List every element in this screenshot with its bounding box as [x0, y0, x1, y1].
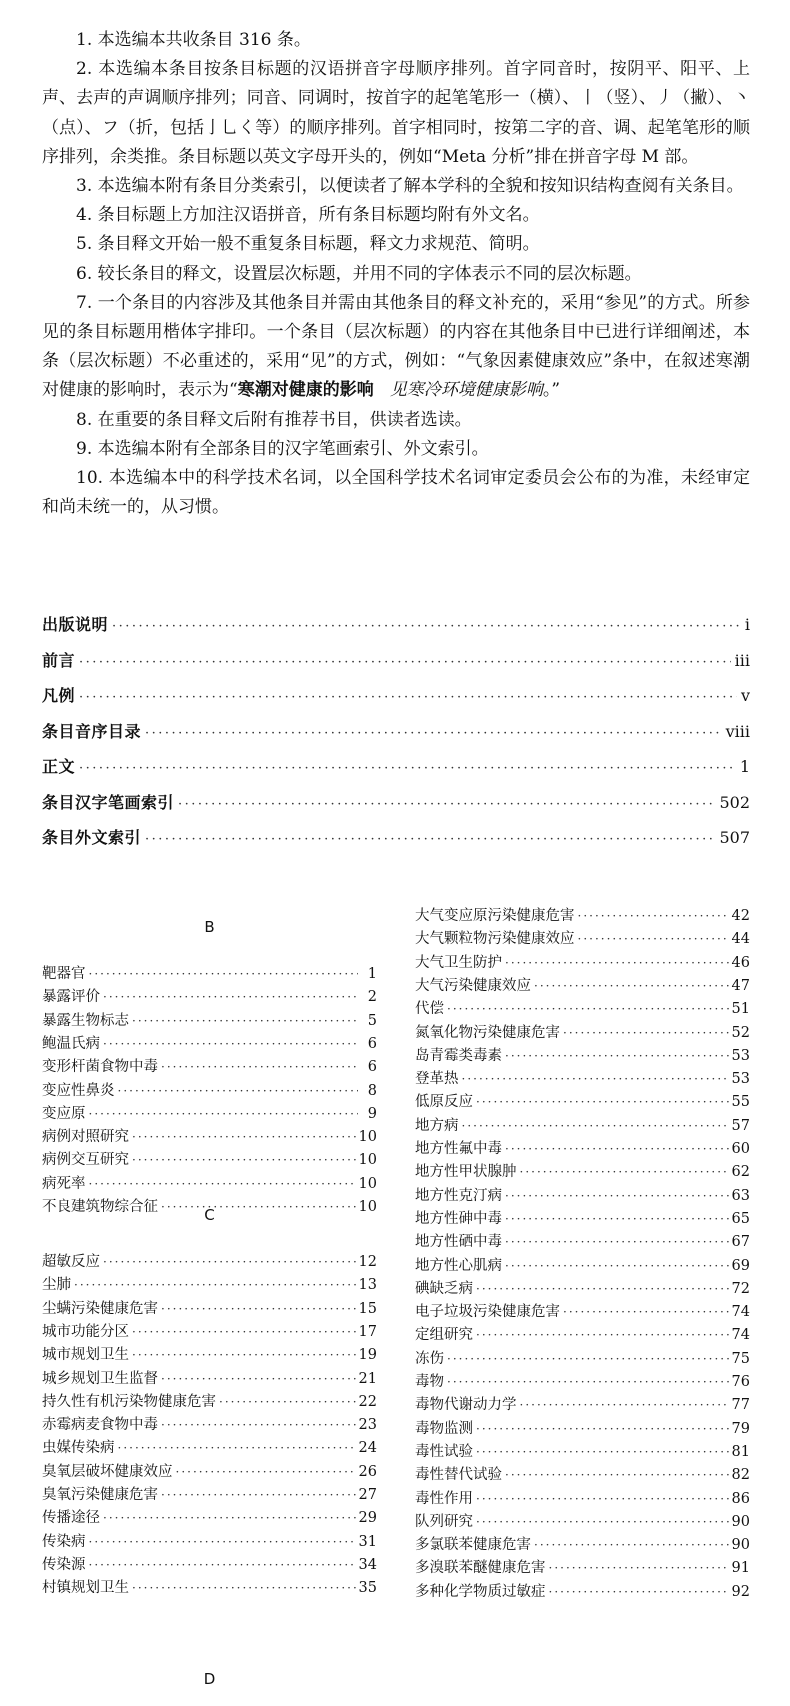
- index-entry-page: 92: [731, 1583, 750, 1600]
- index-entry-title: 毒性作用: [415, 1490, 473, 1507]
- index-entry-page: 6: [367, 1035, 377, 1052]
- index-entry-title: 超敏反应: [42, 1254, 100, 1270]
- index-leader-dots: [505, 956, 729, 970]
- index-entry[interactable]: [42, 1530, 377, 1555]
- index-entry-title: 定组研究: [415, 1327, 473, 1344]
- index-letter-b: B: [204, 918, 215, 936]
- index-entry-page: 57: [731, 1117, 750, 1134]
- rule-7-text: 7. 一个条目的内容涉及其他条目并需由其他条目的释文补充的，采用“参见”的方式。所参见的条目标题用楷体字排印。一个条目（层次标题）的内容在其他条目中已进行详细阐述，本条（层次标题）不必重述的，采用“见”的方式，例如：“气象因素健康效应”条中，在叙述寒潮对健康的影响时，表示为“: [42, 292, 750, 401]
- index-leader-dots: [505, 1142, 729, 1156]
- index-entry-title: 毒物监测: [415, 1420, 473, 1437]
- index-leader-dots: [89, 1107, 359, 1121]
- index-leader-dots: [462, 1072, 729, 1086]
- index-leader-dots: [132, 1153, 356, 1167]
- index-entry-page: 55: [731, 1094, 750, 1111]
- index-entry-page: 9: [367, 1105, 377, 1122]
- index-leader-dots: [578, 932, 729, 946]
- index-entry-title: 传播途径: [42, 1510, 100, 1527]
- index-entry-page: 76: [731, 1374, 750, 1390]
- index-leader-dots: [89, 1535, 356, 1549]
- rules-section: [42, 26, 750, 522]
- index-entry[interactable]: [415, 904, 750, 929]
- index-entry-page: 10: [358, 1129, 377, 1146]
- index-leader-dots: [161, 1302, 356, 1316]
- index-entry-page: 2: [367, 989, 377, 1006]
- index-entry-page: 75: [731, 1350, 750, 1367]
- index-entry-title: 多种化学物质过敏症: [415, 1583, 546, 1600]
- index-entry-title: 地方性氟中毒: [415, 1141, 502, 1157]
- index-entry[interactable]: [42, 1320, 377, 1345]
- index-entry-title: 不良建筑物综合征: [42, 1199, 158, 1215]
- index-entry[interactable]: [415, 1347, 750, 1372]
- index-entry[interactable]: [42, 1273, 377, 1298]
- index-entry-title: 变应性鼻炎: [42, 1082, 115, 1099]
- index-entry-page: 13: [358, 1277, 377, 1294]
- index-entry-title: 大气变应原污染健康危害: [415, 908, 575, 924]
- index-entry-page: 90: [731, 1537, 750, 1554]
- index-entry-page: 31: [358, 1533, 377, 1550]
- index-entry-page: 65: [731, 1210, 750, 1227]
- toc-entry-page: iii: [734, 650, 750, 670]
- index-entry-page: 24: [358, 1440, 377, 1457]
- index-entry[interactable]: [415, 1300, 750, 1325]
- index-entry-page: 21: [358, 1370, 377, 1387]
- index-entry-page: 27: [358, 1487, 377, 1503]
- index-leader-dots: [505, 1189, 729, 1203]
- toc-entry-page: i: [744, 615, 750, 634]
- index-entry-title: 队列研究: [415, 1513, 473, 1530]
- index-entry[interactable]: [42, 1390, 377, 1415]
- index-entry-title: 岛青霉类毒素: [415, 1047, 502, 1064]
- index-leader-dots: [476, 1515, 729, 1529]
- index-entry-title: 毒性试验: [415, 1443, 473, 1460]
- toc-leader-dots: [178, 797, 715, 812]
- index-entry-title: 地方病: [415, 1117, 459, 1134]
- index-entry[interactable]: [42, 1125, 377, 1150]
- index-entry-title: 传染病: [42, 1533, 86, 1550]
- index-entry[interactable]: [415, 974, 750, 999]
- index-entry[interactable]: [42, 1367, 377, 1392]
- index-entry[interactable]: [415, 1556, 750, 1581]
- index-entry-page: 5: [367, 1012, 377, 1029]
- index-leader-dots: [476, 1328, 729, 1342]
- index-leader-dots: [103, 1511, 356, 1525]
- rule-7-end: 。”: [542, 380, 561, 401]
- index-entry[interactable]: [415, 1090, 750, 1115]
- toc-entry-title: 凡例: [42, 686, 76, 705]
- index-leader-dots: [505, 1212, 729, 1226]
- index-leader-dots: [132, 1348, 356, 1362]
- toc-entry-title: 正文: [42, 757, 76, 776]
- index-entry-title: 持久性有机污染物健康危害: [42, 1393, 216, 1410]
- index-entry-title: 大气卫生防护: [415, 954, 502, 971]
- index-leader-dots: [161, 1488, 356, 1502]
- index-entry[interactable]: [42, 1079, 377, 1104]
- index-leader-dots: [118, 1441, 356, 1455]
- index-entry-page: 67: [731, 1234, 750, 1251]
- index-leader-dots: [505, 1049, 729, 1063]
- index-entry-page: 69: [731, 1257, 750, 1274]
- toc-entry[interactable]: [42, 790, 750, 820]
- index-leader-dots: [161, 1418, 356, 1432]
- index-leader-dots: [476, 1095, 729, 1109]
- toc-leader-dots: [79, 655, 731, 670]
- index-entry-page: 74: [731, 1304, 750, 1321]
- index-leader-dots: [89, 1177, 356, 1191]
- index-entry-title: 城市功能分区: [42, 1323, 129, 1340]
- rule-4: 4. 条目标题上方加注汉语拼音，所有条目标题均附有外文名。: [76, 205, 540, 226]
- index-entry[interactable]: [42, 1148, 377, 1173]
- index-entry[interactable]: [42, 1553, 377, 1578]
- toc-leader-dots: [145, 726, 722, 741]
- toc-entry-title: 出版说明: [42, 615, 109, 634]
- index-entry[interactable]: [42, 985, 377, 1010]
- index-entry[interactable]: [42, 1576, 377, 1601]
- index-entry-title: 虫媒传染病: [42, 1440, 115, 1457]
- index-entry[interactable]: [415, 1254, 750, 1279]
- index-entry-title: 大气颗粒物污染健康效应: [415, 931, 575, 948]
- index-leader-dots: [447, 1375, 729, 1389]
- index-entry-page: 62: [731, 1164, 750, 1181]
- index-entry[interactable]: [42, 1195, 377, 1220]
- index-entry-page: 10: [358, 1152, 377, 1169]
- index-entry[interactable]: [415, 1021, 750, 1046]
- index-entry-page: 51: [731, 1001, 750, 1018]
- index-leader-dots: [161, 1060, 358, 1074]
- index-entry-page: 42: [731, 908, 750, 924]
- toc-entry-page: viii: [725, 721, 750, 741]
- index-entry-title: 尘螨污染健康危害: [42, 1300, 158, 1317]
- index-entry[interactable]: [415, 1277, 750, 1302]
- index-entry-page: 8: [367, 1082, 377, 1099]
- index-entry-page: 74: [731, 1327, 750, 1344]
- index-leader-dots: [447, 1002, 729, 1016]
- index-entry[interactable]: [415, 1580, 750, 1605]
- index-entry[interactable]: [415, 1463, 750, 1488]
- index-leader-dots: [462, 1119, 729, 1133]
- index-entry-page: 77: [731, 1397, 750, 1414]
- index-entry[interactable]: [415, 1533, 750, 1558]
- index-leader-dots: [176, 1465, 356, 1479]
- index-entry[interactable]: [42, 1460, 377, 1485]
- index-entry-title: 登革热: [415, 1071, 459, 1088]
- index-leader-dots: [103, 1037, 358, 1051]
- index-leader-dots: [505, 1468, 729, 1482]
- index-entry-title: 碘缺乏病: [415, 1280, 473, 1297]
- index-entry[interactable]: [42, 1055, 377, 1080]
- index-leader-dots: [505, 1235, 729, 1249]
- index-leader-dots: [132, 1130, 356, 1144]
- toc-entry-title: 条目汉字笔画索引: [42, 792, 175, 812]
- index-entry-page: 63: [731, 1187, 750, 1204]
- toc-entry-page: 502: [719, 792, 750, 812]
- index-entry-title: 多氯联苯健康危害: [415, 1537, 531, 1554]
- index-leader-dots: [103, 1255, 356, 1269]
- toc-entry[interactable]: [42, 754, 750, 784]
- index-entry[interactable]: [42, 1343, 377, 1368]
- index-entry-page: 1: [367, 966, 377, 982]
- index-entry-title: 地方性砷中毒: [415, 1210, 502, 1227]
- rule-9: 9. 本选编本附有全部条目的汉字笔画索引、外文索引。: [76, 438, 489, 459]
- index-leader-dots: [476, 1422, 729, 1436]
- index-entry-page: 47: [731, 977, 750, 994]
- toc-leader-dots: [79, 761, 736, 776]
- index-entry-page: 82: [731, 1467, 750, 1484]
- index-entry[interactable]: [415, 1323, 750, 1348]
- index-leader-dots: [161, 1372, 356, 1386]
- rule-8: 8. 在重要的条目释文后附有推荐书目，供读者选读。: [76, 409, 472, 430]
- index-entry-page: 90: [731, 1513, 750, 1530]
- toc-entry[interactable]: [42, 825, 750, 855]
- index-entry-title: 臭氧层破坏健康效应: [42, 1463, 173, 1480]
- index-entry[interactable]: [415, 1510, 750, 1535]
- index-leader-dots: [447, 1352, 729, 1366]
- toc-leader-dots: [79, 690, 737, 705]
- index-entry-title: 氮氧化物污染健康危害: [415, 1024, 560, 1041]
- index-entry-title: 低原反应: [415, 1094, 473, 1111]
- toc-entry[interactable]: [42, 683, 750, 713]
- index-leader-dots: [520, 1398, 729, 1412]
- toc-entry-page: v: [740, 686, 750, 705]
- index-entry[interactable]: [415, 1207, 750, 1232]
- index-letter-d: D: [203, 1670, 216, 1688]
- index-entry-title: 病例对照研究: [42, 1129, 129, 1146]
- toc-entry-page: 507: [719, 828, 750, 847]
- index-leader-dots: [563, 1305, 729, 1319]
- toc-entry-title: 前言: [42, 650, 76, 670]
- index-entry[interactable]: [415, 927, 750, 952]
- rule-3: 3. 本选编本附有条目分类索引，以便读者了解本学科的全貌和按知识结构查阅有关条目。: [76, 176, 744, 197]
- index-leader-dots: [89, 1558, 356, 1572]
- index-entry-page: 46: [731, 954, 750, 971]
- toc-entry-page: 1: [739, 757, 750, 776]
- index-entry-title: 毒物代谢动力学: [415, 1397, 517, 1414]
- index-leader-dots: [505, 1259, 729, 1273]
- index-entry-page: 29: [358, 1510, 377, 1527]
- index-letter-c: C: [204, 1206, 215, 1224]
- index-entry[interactable]: [42, 1032, 377, 1057]
- index-entry-title: 变形杆菌食物中毒: [42, 1059, 158, 1076]
- toc-entry[interactable]: [42, 719, 750, 749]
- index-leader-dots: [118, 1084, 359, 1098]
- index-entry-title: 暴露评价: [42, 989, 100, 1006]
- index-entry[interactable]: [42, 1413, 377, 1438]
- index-entry[interactable]: [415, 1440, 750, 1465]
- toc-entry-title: 条目外文索引: [42, 828, 142, 847]
- index-entry-page: 53: [731, 1071, 750, 1088]
- index-entry-page: 60: [731, 1141, 750, 1157]
- index-leader-dots: [132, 1581, 356, 1595]
- index-entry-page: 22: [358, 1393, 377, 1410]
- index-entry-page: 17: [358, 1323, 377, 1340]
- rule-5: 5. 条目释文开始一般不重复条目标题，释文力求规范、简明。: [76, 234, 540, 255]
- index-entry-title: 鲍温氏病: [42, 1035, 100, 1052]
- toc-entry[interactable]: [42, 612, 750, 642]
- index-entry-title: 尘肺: [42, 1277, 71, 1294]
- index-leader-dots: [132, 1325, 356, 1339]
- index-entry-page: 26: [358, 1463, 377, 1480]
- index-entry-page: 53: [731, 1047, 750, 1064]
- index-entry-title: 地方性甲状腺肿: [415, 1164, 517, 1181]
- index-entry[interactable]: [42, 1102, 377, 1127]
- index-entry[interactable]: [415, 951, 750, 976]
- index-leader-dots: [476, 1282, 729, 1296]
- index-entry-title: 病例交互研究: [42, 1152, 129, 1169]
- index-entry-title: 赤霉病麦食物中毒: [42, 1417, 158, 1434]
- index-entry[interactable]: [415, 1044, 750, 1069]
- rule-6: 6. 较长条目的释文，设置层次标题，并用不同的字体表示不同的层次标题。: [76, 263, 642, 284]
- index-leader-dots: [476, 1445, 729, 1459]
- index-entry-page: 10: [358, 1175, 377, 1192]
- index-entry[interactable]: [415, 1417, 750, 1442]
- index-leader-dots: [103, 990, 358, 1004]
- index-entry-page: 72: [731, 1280, 750, 1297]
- index-entry-page: 35: [358, 1580, 377, 1597]
- index-entry-page: 44: [731, 931, 750, 948]
- index-entry-title: 村镇规划卫生: [42, 1580, 129, 1597]
- index-entry[interactable]: [42, 1506, 377, 1531]
- index-entry[interactable]: [42, 1483, 377, 1508]
- toc-leader-dots: [112, 619, 741, 634]
- index-entry[interactable]: [42, 1436, 377, 1461]
- index-entry-page: 6: [367, 1059, 377, 1076]
- index-entry-page: 10: [358, 1199, 377, 1215]
- index-leader-dots: [89, 967, 359, 981]
- index-entry-title: 毒性替代试验: [415, 1467, 502, 1484]
- index-entry[interactable]: [415, 1137, 750, 1162]
- index-entry[interactable]: [415, 1370, 750, 1395]
- index-entry[interactable]: [42, 1297, 377, 1322]
- index-entry-title: 毒物: [415, 1374, 444, 1390]
- index-entry[interactable]: [415, 1114, 750, 1139]
- index-leader-dots: [161, 1200, 356, 1214]
- index-entry-title: 地方性克汀病: [415, 1187, 502, 1204]
- index-entry[interactable]: [415, 1393, 750, 1418]
- index-entry[interactable]: [42, 1250, 377, 1275]
- index-leader-dots: [476, 1492, 729, 1506]
- index-entry-page: 52: [731, 1024, 750, 1041]
- index-entry-title: 传染源: [42, 1556, 86, 1573]
- index-entry-title: 病死率: [42, 1175, 86, 1192]
- index-leader-dots: [534, 1538, 729, 1552]
- index-entry-page: 34: [358, 1556, 377, 1573]
- index-entry-page: 12: [358, 1254, 377, 1270]
- index-entry-title: 暴露生物标志: [42, 1012, 129, 1029]
- index-entry-page: 91: [731, 1560, 750, 1577]
- rule-1: 1. 本选编本共收条目 316 条。: [76, 30, 311, 50]
- index-entry-title: 城乡规划卫生监督: [42, 1370, 158, 1387]
- rule-7: [42, 289, 750, 406]
- index-entry[interactable]: [415, 997, 750, 1022]
- rule-7-example-reference: 见寒冷环境健康影响: [389, 380, 543, 401]
- index-entry-title: 冻伤: [415, 1350, 444, 1367]
- index-entry[interactable]: [415, 1487, 750, 1512]
- index-leader-dots: [563, 1026, 729, 1040]
- toc-entry-title: 条目音序目录: [42, 721, 142, 741]
- index-entry[interactable]: [415, 1184, 750, 1209]
- index-entry-title: 多溴联苯醚健康危害: [415, 1560, 546, 1577]
- toc-leader-dots: [145, 832, 715, 847]
- index-entry-page: 81: [731, 1443, 750, 1460]
- rule-7-example-heading: 寒潮对健康的影响: [237, 380, 374, 401]
- index-leader-dots: [132, 1014, 358, 1028]
- index-entry[interactable]: [42, 962, 377, 987]
- index-entry-title: 电子垃圾污染健康危害: [415, 1304, 560, 1321]
- index-leader-dots: [219, 1395, 356, 1409]
- rule-2: 2. 本选编本条目按条目标题的汉语拼音字母顺序排列。首字同音时，按阴平、阳平、上声、去声的声调顺序排列；同音、同调时，按首字的起笔笔形一（横）、丨（竖）、丿（撇）、丶（点）、フ（折，包括亅乚く等）的顺序排列。首字相同时，按第二字的音、调、起笔笔形的顺序排列，余类推。条目标题以英文字母开头的，例如“Meta 分析”排在拼音字母 M 部。: [42, 59, 750, 167]
- index-entry[interactable]: [415, 1160, 750, 1185]
- index-leader-dots: [549, 1561, 729, 1575]
- index-entry-title: 代偿: [415, 1001, 444, 1018]
- index-entry-page: 23: [358, 1417, 377, 1434]
- index-leader-dots: [549, 1585, 729, 1599]
- index-leader-dots: [74, 1278, 356, 1292]
- index-entry-page: 19: [358, 1347, 377, 1364]
- index-entry[interactable]: [42, 1172, 377, 1197]
- index-leader-dots: [534, 979, 729, 993]
- index-entry-page: 79: [731, 1420, 750, 1437]
- index-entry-page: 15: [358, 1300, 377, 1317]
- index-entry-title: 靶器官: [42, 966, 86, 982]
- toc-entry[interactable]: [42, 648, 750, 678]
- index-entry-title: 地方性硒中毒: [415, 1234, 502, 1251]
- index-entry-title: 地方性心肌病: [415, 1257, 502, 1274]
- rule-10: 10. 本选编本中的科学技术名词，以全国科学技术名词审定委员会公布的为准，未经审定和尚未统一的，从习惯。: [42, 468, 750, 518]
- index-entry-title: 大气污染健康效应: [415, 977, 531, 994]
- index-entry-title: 城市规划卫生: [42, 1347, 129, 1364]
- index-leader-dots: [520, 1165, 729, 1179]
- index-entry[interactable]: [42, 1009, 377, 1034]
- index-entry[interactable]: [415, 1067, 750, 1092]
- index-entry-title: 臭氧污染健康危害: [42, 1487, 158, 1503]
- index-entry[interactable]: [415, 1230, 750, 1255]
- index-entry-page: 86: [731, 1490, 750, 1507]
- index-leader-dots: [578, 909, 729, 923]
- index-entry-title: 变应原: [42, 1105, 86, 1122]
